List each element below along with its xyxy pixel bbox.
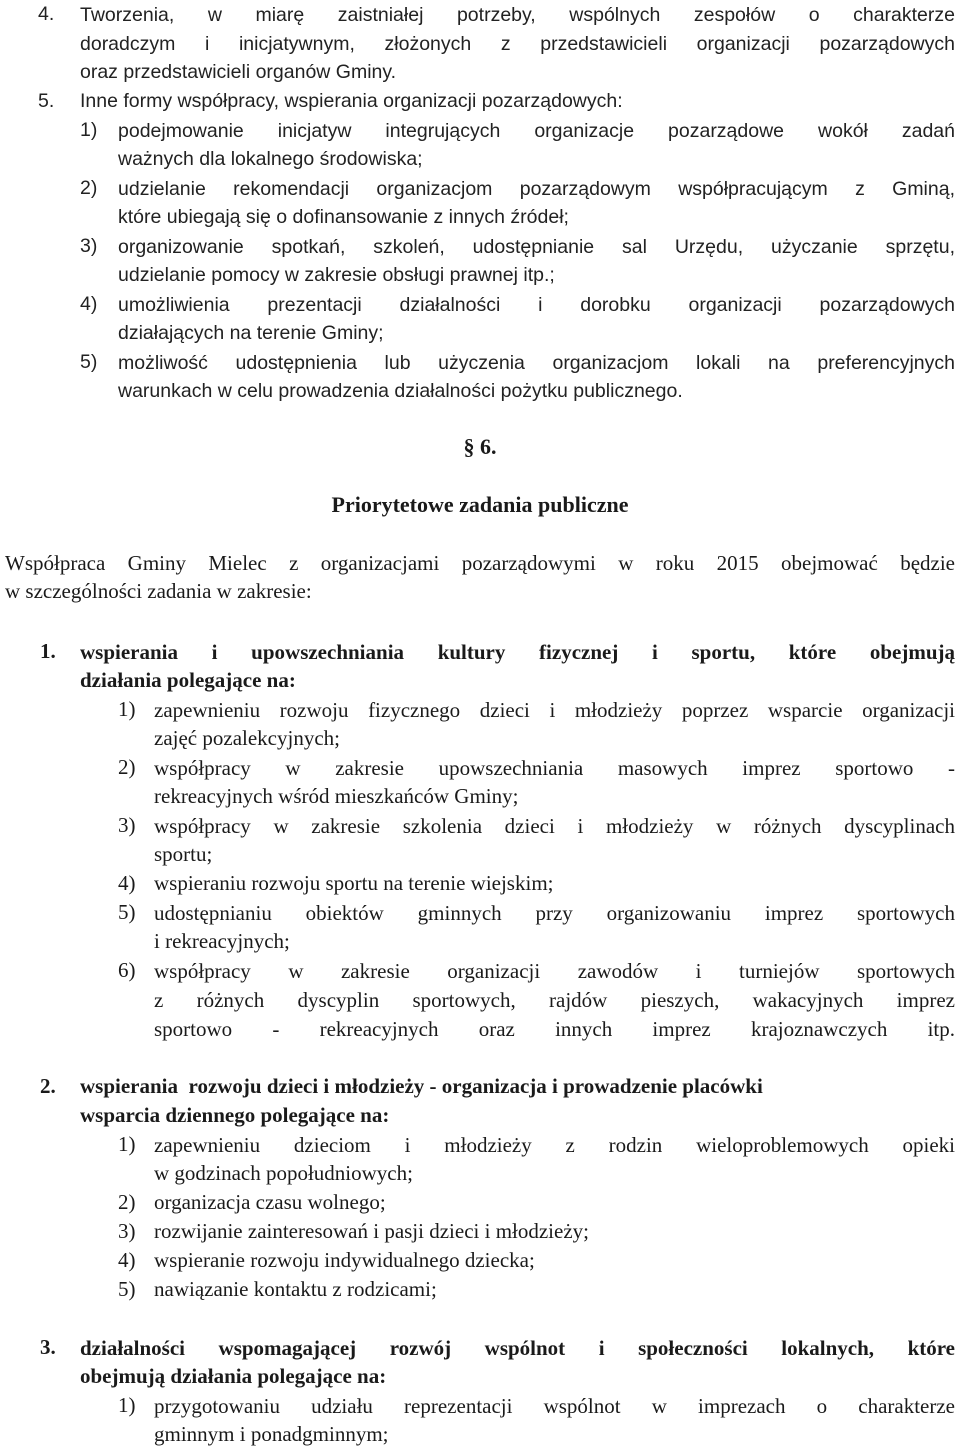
task-2-item-3-number: 3)	[118, 1219, 136, 1243]
task-1-item-6-line-2: z różnych dyscyplin sportowych, rajdów pieszych, wakacyjnych imprez	[154, 988, 955, 1012]
task-1-item-2-line-1: współpracy w zakresie upowszechniania masowych imprez sportowo -	[154, 756, 955, 780]
task-1-item-4-number: 4)	[118, 871, 136, 895]
item-5-sub-3-line-2: udzielanie pomocy w zakresie obsługi prawnej itp.;	[118, 264, 555, 286]
task-1-item-2-line-2: rekreacyjnych wśród mieszkańców Gminy;	[154, 784, 519, 808]
item-5-sub-3-line-1: organizowanie spotkań, szkoleń, udostępnianie sal Urzędu, użyczanie sprzętu,	[118, 236, 955, 258]
item-4-line-2: doradczym i inicjatywnym, złożonych z przedstawicieli organizacji pozarządowych	[80, 33, 955, 55]
item-5-sub-4-line-1: umożliwienia prezentacji działalności i dorobku organizacji pozarządowych	[118, 294, 955, 316]
task-2-heading-line-1: wspierania rozwoju dzieci i młodzieży - organizacja i prowadzenie placówki	[80, 1074, 763, 1098]
task-3-item-1-number: 1)	[118, 1393, 136, 1417]
task-1-item-5-line-2: i rekreacyjnych;	[154, 929, 290, 953]
section-number: § 6.	[463, 434, 497, 459]
task-3-heading-line-1: działalności wspomagającej rozwój wspólnot i społeczności lokalnych, które	[80, 1336, 955, 1360]
item-5-sub-5-line-2: warunkach w celu prowadzenia działalności pożytku publicznego.	[118, 380, 683, 402]
item-5-sub-2-number: 2)	[80, 177, 98, 199]
item-5-sub-2-line-2: które ubiegają się o dofinansowanie z innych źródeł;	[118, 206, 569, 228]
task-1-item-1-line-2: zajęć pozalekcyjnych;	[154, 726, 340, 750]
section-intro-line-1: Współpraca Gminy Mielec z organizacjami pozarządowymi w roku 2015 obejmować będzie	[5, 551, 955, 575]
task-2-item-4-line-1: wspieranie rozwoju indywidualnego dziecka;	[154, 1248, 535, 1272]
item-5-sub-1-line-2: ważnych dla lokalnego środowiska;	[118, 148, 423, 170]
item-5-sub-1-number: 1)	[80, 119, 98, 141]
task-1-item-1-number: 1)	[118, 697, 136, 721]
item-5-number: 5.	[38, 90, 55, 112]
task-1-item-3-line-1: współpracy w zakresie szkolenia dzieci i młodzieży w różnych dyscyplinach	[154, 814, 955, 838]
task-3-item-1-line-2: gminnym i ponadgminnym;	[154, 1422, 389, 1446]
task-2-item-5-line-1: nawiązanie kontaktu z rodzicami;	[154, 1277, 437, 1301]
task-2-item-4-number: 4)	[118, 1248, 136, 1272]
task-1-number: 1.	[40, 639, 56, 663]
task-2-item-3-line-1: rozwijanie zainteresowań i pasji dzieci i młodzieży;	[154, 1219, 589, 1243]
task-1-item-4-line-1: wspieraniu rozwoju sportu na terenie wiejskim;	[154, 871, 554, 895]
task-2-item-1-number: 1)	[118, 1132, 136, 1156]
task-1-item-1-line-1: zapewnieniu rozwoju fizycznego dzieci i młodzieży poprzez wsparcie organizacji	[154, 698, 955, 722]
item-5-sub-3-number: 3)	[80, 235, 98, 257]
task-1-item-5-number: 5)	[118, 900, 136, 924]
task-2-item-5-number: 5)	[118, 1277, 136, 1301]
item-5-sub-1-line-1: podejmowanie inicjatyw integrujących organizacje pozarządowe wokół zadań	[118, 120, 955, 142]
task-1-item-2-number: 2)	[118, 755, 136, 779]
item-5-sub-5-number: 5)	[80, 351, 98, 373]
item-5-sub-4-number: 4)	[80, 293, 98, 315]
item-5-sub-2-line-1: udzielanie rekomendacji organizacjom pozarządowym współpracującym z Gminą,	[118, 178, 955, 200]
task-2-number: 2.	[40, 1074, 56, 1098]
task-1-item-3-number: 3)	[118, 813, 136, 837]
task-1-item-6-line-1: współpracy w zakresie organizacji zawodów i turniejów sportowych	[154, 959, 955, 983]
task-1-item-6-number: 6)	[118, 958, 136, 982]
item-5-sub-5-line-1: możliwość udostępnienia lub użyczenia organizacjom lokali na preferencyjnych	[118, 352, 955, 374]
item-4-number: 4.	[38, 3, 55, 25]
task-1-item-3-line-2: sportu;	[154, 842, 213, 866]
task-1-item-6-line-3: sportowo - rekreacyjnych oraz innych imprez krajoznawczych itp.	[154, 1017, 955, 1041]
task-3-number: 3.	[40, 1335, 56, 1359]
task-1-heading-line-1: wspierania i upowszechniania kultury fizycznej i sportu, które obejmują	[80, 640, 955, 664]
task-1-item-5-line-1: udostępnianiu obiektów gminnych przy organizowaniu imprez sportowych	[154, 901, 955, 925]
task-3-heading-line-2: obejmują działania polegające na:	[80, 1364, 387, 1388]
task-2-heading-line-2: wsparcia dziennego polegające na:	[80, 1103, 390, 1127]
task-2-item-1-line-1: zapewnieniu dzieciom i młodzieży z rodzin wieloproblemowych opieki	[154, 1133, 955, 1157]
task-2-item-2-line-1: organizacja czasu wolnego;	[154, 1190, 386, 1214]
item-4-line-1: Tworzenia, w miarę zaistniałej potrzeby, wspólnych zespołów o charakterze	[80, 4, 955, 26]
item-5-sub-4-line-2: działających na terenie Gminy;	[118, 322, 384, 344]
section-title: Priorytetowe zadania publiczne	[331, 492, 629, 517]
item-5-intro: Inne formy współpracy, wspierania organizacji pozarządowych:	[80, 90, 623, 112]
task-2-item-1-line-2: w godzinach popołudniowych;	[154, 1161, 413, 1185]
section-intro-line-2: w szczególności zadania w zakresie:	[5, 579, 312, 603]
task-1-heading-line-2: działania polegające na:	[80, 668, 296, 692]
task-2-item-2-number: 2)	[118, 1190, 136, 1214]
task-3-item-1-line-1: przygotowaniu udziału reprezentacji wspólnot w imprezach o charakterze	[154, 1394, 955, 1418]
item-4-line-3: oraz przedstawicieli organów Gminy.	[80, 61, 397, 83]
